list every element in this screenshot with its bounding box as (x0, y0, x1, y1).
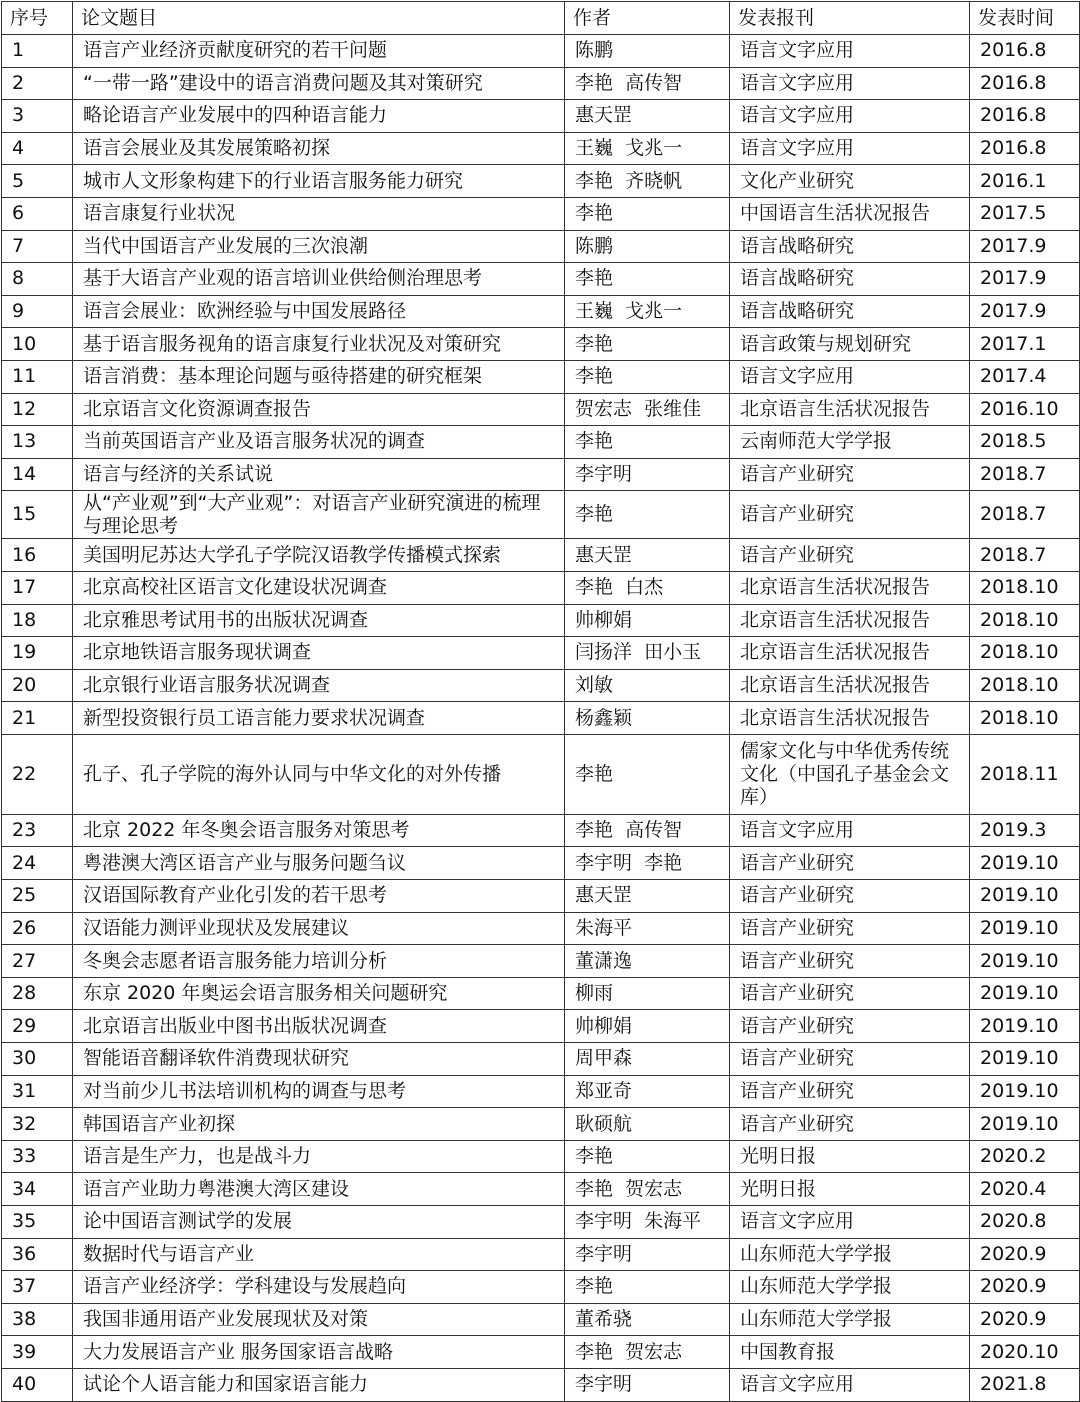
cell-title: 语言与经济的关系试说 (73, 458, 565, 491)
cell-date: 2018.10 (970, 702, 1080, 735)
header-title: 论文题目 (73, 2, 565, 35)
cell-no: 12 (2, 393, 73, 426)
cell-author: 帅柳娟 (565, 604, 730, 637)
cell-date: 2020.9 (970, 1238, 1080, 1271)
cell-date: 2017.9 (970, 295, 1080, 328)
cell-author: 李艳 (565, 263, 730, 296)
cell-author: 李艳 贺宏志 (565, 1336, 730, 1369)
cell-venue: 语言产业研究 (730, 1108, 970, 1141)
cell-venue: 语言战略研究 (730, 263, 970, 296)
cell-no: 6 (2, 197, 73, 230)
cell-no: 33 (2, 1140, 73, 1173)
cell-venue: 语言文字应用 (730, 132, 970, 165)
cell-author: 朱海平 (565, 912, 730, 945)
cell-author: 李艳 (565, 426, 730, 459)
cell-title: 城市人文形象构建下的行业语言服务能力研究 (73, 165, 565, 198)
table-row (2, 1140, 1080, 1173)
table-row (2, 1238, 1080, 1271)
cell-venue: 语言文字应用 (730, 1368, 970, 1401)
cell-no: 23 (2, 814, 73, 847)
cell-author: 王巍 戈兆一 (565, 295, 730, 328)
cell-author: 李宇明 (565, 458, 730, 491)
cell-author: 陈鹏 (565, 230, 730, 263)
table-row (2, 669, 1080, 702)
cell-no: 20 (2, 669, 73, 702)
table-row (2, 912, 1080, 945)
cell-author: 贺宏志 张维佳 (565, 393, 730, 426)
cell-date: 2018.10 (970, 637, 1080, 670)
cell-date: 2019.10 (970, 1108, 1080, 1141)
table-row (2, 1108, 1080, 1141)
cell-venue: 文化产业研究 (730, 165, 970, 198)
cell-venue: 语言文字应用 (730, 814, 970, 847)
table-row (2, 571, 1080, 604)
cell-title: 孔子、孔子学院的海外认同与中华文化的对外传播 (73, 734, 565, 814)
cell-title: 北京 2022 年冬奥会语言服务对策思考 (73, 814, 565, 847)
cell-title: 语言会展业及其发展策略初探 (73, 132, 565, 165)
cell-no: 24 (2, 847, 73, 880)
cell-no: 36 (2, 1238, 73, 1271)
cell-venue: 语言文字应用 (730, 35, 970, 68)
cell-date: 2016.8 (970, 35, 1080, 68)
cell-no: 32 (2, 1108, 73, 1141)
cell-no: 21 (2, 702, 73, 735)
cell-author: 李艳 (565, 1140, 730, 1173)
cell-no: 18 (2, 604, 73, 637)
cell-author: 李艳 (565, 491, 730, 539)
table-row (2, 67, 1080, 100)
cell-date: 2016.1 (970, 165, 1080, 198)
table-row (2, 977, 1080, 1010)
cell-title: 略论语言产业发展中的四种语言能力 (73, 100, 565, 133)
cell-author: 李艳 齐晓帆 (565, 165, 730, 198)
cell-author: 李宇明 朱海平 (565, 1206, 730, 1239)
cell-date: 2020.10 (970, 1336, 1080, 1369)
cell-author: 李宇明 (565, 1368, 730, 1401)
cell-no: 40 (2, 1368, 73, 1401)
cell-date: 2020.2 (970, 1140, 1080, 1173)
cell-date: 2020.9 (970, 1271, 1080, 1304)
cell-author: 董潇逸 (565, 945, 730, 978)
cell-venue: 语言产业研究 (730, 945, 970, 978)
cell-title: 智能语音翻译软件消费现状研究 (73, 1043, 565, 1076)
cell-no: 3 (2, 100, 73, 133)
cell-date: 2017.5 (970, 197, 1080, 230)
cell-venue: 语言产业研究 (730, 977, 970, 1010)
cell-no: 1 (2, 35, 73, 68)
cell-venue: 语言文字应用 (730, 1206, 970, 1239)
cell-no: 16 (2, 539, 73, 572)
cell-date: 2019.10 (970, 977, 1080, 1010)
table-row (2, 230, 1080, 263)
cell-date: 2018.10 (970, 669, 1080, 702)
table-row (2, 1043, 1080, 1076)
cell-no: 28 (2, 977, 73, 1010)
cell-author: 李宇明 (565, 1238, 730, 1271)
cell-no: 22 (2, 734, 73, 814)
cell-author: 耿硕航 (565, 1108, 730, 1141)
cell-title: 东京 2020 年奥运会语言服务相关问题研究 (73, 977, 565, 1010)
cell-title: 大力发展语言产业 服务国家语言战略 (73, 1336, 565, 1369)
table-row (2, 702, 1080, 735)
cell-no: 35 (2, 1206, 73, 1239)
cell-date: 2019.10 (970, 912, 1080, 945)
cell-date: 2018.10 (970, 571, 1080, 604)
header-date: 发表时间 (970, 2, 1080, 35)
cell-title: 汉语能力测评业现状及发展建议 (73, 912, 565, 945)
cell-no: 25 (2, 880, 73, 913)
cell-title: 从“产业观”到“大产业观”：对语言产业研究演进的梳理与理论思考 (73, 491, 565, 539)
table-row (2, 1075, 1080, 1108)
cell-author: 李艳 (565, 734, 730, 814)
cell-title: “一带一路”建设中的语言消费问题及其对策研究 (73, 67, 565, 100)
table-row (2, 35, 1080, 68)
cell-date: 2019.10 (970, 1010, 1080, 1043)
cell-no: 37 (2, 1271, 73, 1304)
cell-date: 2017.9 (970, 263, 1080, 296)
cell-no: 13 (2, 426, 73, 459)
cell-date: 2017.4 (970, 360, 1080, 393)
cell-date: 2018.10 (970, 604, 1080, 637)
cell-no: 5 (2, 165, 73, 198)
cell-title: 北京地铁语言服务现状调查 (73, 637, 565, 670)
cell-author: 闫扬洋 田小玉 (565, 637, 730, 670)
cell-venue: 中国语言生活状况报告 (730, 197, 970, 230)
table-row (2, 295, 1080, 328)
cell-no: 10 (2, 328, 73, 361)
cell-author: 李艳 高传智 (565, 814, 730, 847)
cell-author: 李艳 (565, 360, 730, 393)
table-row (2, 393, 1080, 426)
cell-no: 29 (2, 1010, 73, 1043)
table-row (2, 814, 1080, 847)
cell-date: 2017.9 (970, 230, 1080, 263)
cell-date: 2018.5 (970, 426, 1080, 459)
cell-venue: 语言战略研究 (730, 230, 970, 263)
papers-table (1, 1, 1080, 1402)
cell-no: 17 (2, 571, 73, 604)
header-row (2, 2, 1080, 35)
cell-author: 李艳 (565, 328, 730, 361)
cell-venue: 山东师范大学学报 (730, 1303, 970, 1336)
cell-title: 北京语言文化资源调查报告 (73, 393, 565, 426)
cell-venue: 北京语言生活状况报告 (730, 604, 970, 637)
cell-date: 2018.11 (970, 734, 1080, 814)
cell-no: 39 (2, 1336, 73, 1369)
cell-date: 2018.7 (970, 458, 1080, 491)
cell-author: 周甲森 (565, 1043, 730, 1076)
cell-no: 26 (2, 912, 73, 945)
cell-title: 冬奥会志愿者语言服务能力培训分析 (73, 945, 565, 978)
cell-date: 2019.10 (970, 945, 1080, 978)
cell-title: 北京高校社区语言文化建设状况调查 (73, 571, 565, 604)
table-row (2, 1368, 1080, 1401)
cell-title: 试论个人语言能力和国家语言能力 (73, 1368, 565, 1401)
cell-date: 2017.1 (970, 328, 1080, 361)
cell-title: 数据时代与语言产业 (73, 1238, 565, 1271)
cell-title: 新型投资银行员工语言能力要求状况调查 (73, 702, 565, 735)
table-row (2, 132, 1080, 165)
cell-date: 2020.9 (970, 1303, 1080, 1336)
cell-author: 惠天罡 (565, 880, 730, 913)
cell-date: 2016.10 (970, 393, 1080, 426)
table-row (2, 734, 1080, 814)
table-row (2, 637, 1080, 670)
cell-title: 语言产业经济贡献度研究的若干问题 (73, 35, 565, 68)
cell-author: 王巍 戈兆一 (565, 132, 730, 165)
cell-author: 郑亚奇 (565, 1075, 730, 1108)
cell-title: 对当前少儿书法培训机构的调查与思考 (73, 1075, 565, 1108)
table-row (2, 1303, 1080, 1336)
cell-title: 论中国语言测试学的发展 (73, 1206, 565, 1239)
table-row (2, 426, 1080, 459)
cell-date: 2019.10 (970, 847, 1080, 880)
cell-date: 2018.7 (970, 539, 1080, 572)
cell-date: 2016.8 (970, 132, 1080, 165)
cell-no: 14 (2, 458, 73, 491)
header-no: 序号 (2, 2, 73, 35)
cell-venue: 北京语言生活状况报告 (730, 393, 970, 426)
cell-venue: 山东师范大学学报 (730, 1271, 970, 1304)
cell-date: 2019.10 (970, 1075, 1080, 1108)
table-row (2, 1206, 1080, 1239)
cell-date: 2016.8 (970, 100, 1080, 133)
cell-venue: 语言文字应用 (730, 100, 970, 133)
cell-venue: 山东师范大学学报 (730, 1238, 970, 1271)
cell-title: 我国非通用语产业发展现状及对策 (73, 1303, 565, 1336)
table-row (2, 539, 1080, 572)
cell-no: 2 (2, 67, 73, 100)
cell-venue: 语言产业研究 (730, 847, 970, 880)
table-row (2, 1010, 1080, 1043)
table-row (2, 491, 1080, 539)
cell-venue: 语言产业研究 (730, 912, 970, 945)
cell-no: 19 (2, 637, 73, 670)
cell-no: 34 (2, 1173, 73, 1206)
cell-title: 语言消费：基本理论问题与亟待搭建的研究框架 (73, 360, 565, 393)
cell-title: 语言是生产力，也是战斗力 (73, 1140, 565, 1173)
cell-title: 基于大语言产业观的语言培训业供给侧治理思考 (73, 263, 565, 296)
cell-author: 李艳 贺宏志 (565, 1173, 730, 1206)
cell-venue: 光明日报 (730, 1173, 970, 1206)
cell-no: 4 (2, 132, 73, 165)
cell-author: 惠天罡 (565, 100, 730, 133)
header-author: 作者 (565, 2, 730, 35)
cell-title: 基于语言服务视角的语言康复行业状况及对策研究 (73, 328, 565, 361)
cell-author: 杨鑫颖 (565, 702, 730, 735)
cell-date: 2021.8 (970, 1368, 1080, 1401)
cell-venue: 北京语言生活状况报告 (730, 571, 970, 604)
cell-no: 31 (2, 1075, 73, 1108)
cell-venue: 北京语言生活状况报告 (730, 637, 970, 670)
cell-title: 语言会展业：欧洲经验与中国发展路径 (73, 295, 565, 328)
cell-no: 11 (2, 360, 73, 393)
cell-author: 柳雨 (565, 977, 730, 1010)
table-body (2, 35, 1080, 1402)
cell-no: 27 (2, 945, 73, 978)
cell-title: 当代中国语言产业发展的三次浪潮 (73, 230, 565, 263)
cell-venue: 语言文字应用 (730, 360, 970, 393)
cell-no: 38 (2, 1303, 73, 1336)
cell-no: 9 (2, 295, 73, 328)
cell-venue: 语言产业研究 (730, 1043, 970, 1076)
cell-author: 李艳 (565, 1271, 730, 1304)
cell-title: 语言产业经济学：学科建设与发展趋向 (73, 1271, 565, 1304)
table-row (2, 1336, 1080, 1369)
cell-venue: 语言产业研究 (730, 491, 970, 539)
cell-venue: 北京语言生活状况报告 (730, 702, 970, 735)
table-row (2, 165, 1080, 198)
cell-no: 30 (2, 1043, 73, 1076)
cell-venue: 儒家文化与中华优秀传统文化（中国孔子基金会文库） (730, 734, 970, 814)
cell-venue: 北京语言生活状况报告 (730, 669, 970, 702)
cell-title: 美国明尼苏达大学孔子学院汉语教学传播模式探索 (73, 539, 565, 572)
cell-author: 李宇明 李艳 (565, 847, 730, 880)
table-row (2, 197, 1080, 230)
cell-date: 2018.7 (970, 491, 1080, 539)
cell-venue: 语言产业研究 (730, 1010, 970, 1043)
cell-no: 8 (2, 263, 73, 296)
cell-author: 李艳 (565, 197, 730, 230)
cell-no: 7 (2, 230, 73, 263)
cell-venue: 光明日报 (730, 1140, 970, 1173)
cell-date: 2020.4 (970, 1173, 1080, 1206)
cell-title: 语言康复行业状况 (73, 197, 565, 230)
table-row (2, 847, 1080, 880)
cell-date: 2020.8 (970, 1206, 1080, 1239)
table-row (2, 604, 1080, 637)
table-row (2, 880, 1080, 913)
cell-date: 2019.10 (970, 1043, 1080, 1076)
cell-title: 当前英国语言产业及语言服务状况的调查 (73, 426, 565, 459)
cell-venue: 语言文字应用 (730, 67, 970, 100)
cell-author: 惠天罡 (565, 539, 730, 572)
cell-venue: 语言产业研究 (730, 458, 970, 491)
cell-date: 2019.10 (970, 880, 1080, 913)
cell-title: 北京银行业语言服务状况调查 (73, 669, 565, 702)
header-venue: 发表报刊 (730, 2, 970, 35)
cell-author: 董希骁 (565, 1303, 730, 1336)
cell-venue: 语言产业研究 (730, 1075, 970, 1108)
table-row (2, 1173, 1080, 1206)
cell-title: 北京语言出版业中图书出版状况调查 (73, 1010, 565, 1043)
cell-title: 粤港澳大湾区语言产业与服务问题刍议 (73, 847, 565, 880)
cell-date: 2016.8 (970, 67, 1080, 100)
cell-author: 帅柳娟 (565, 1010, 730, 1043)
cell-date: 2019.3 (970, 814, 1080, 847)
table-row (2, 945, 1080, 978)
cell-author: 刘敏 (565, 669, 730, 702)
cell-no: 15 (2, 491, 73, 539)
table-row (2, 328, 1080, 361)
cell-title: 汉语国际教育产业化引发的若干思考 (73, 880, 565, 913)
cell-author: 陈鹏 (565, 35, 730, 68)
cell-venue: 语言产业研究 (730, 880, 970, 913)
cell-title: 语言产业助力粤港澳大湾区建设 (73, 1173, 565, 1206)
cell-title: 北京雅思考试用书的出版状况调查 (73, 604, 565, 637)
cell-author: 李艳 白杰 (565, 571, 730, 604)
cell-author: 李艳 高传智 (565, 67, 730, 100)
table-row (2, 100, 1080, 133)
table-row (2, 1271, 1080, 1304)
cell-venue: 云南师范大学学报 (730, 426, 970, 459)
table-row (2, 360, 1080, 393)
cell-venue: 语言战略研究 (730, 295, 970, 328)
table-row (2, 458, 1080, 491)
cell-venue: 语言产业研究 (730, 539, 970, 572)
cell-venue: 中国教育报 (730, 1336, 970, 1369)
table-row (2, 263, 1080, 296)
cell-venue: 语言政策与规划研究 (730, 328, 970, 361)
cell-title: 韩国语言产业初探 (73, 1108, 565, 1141)
